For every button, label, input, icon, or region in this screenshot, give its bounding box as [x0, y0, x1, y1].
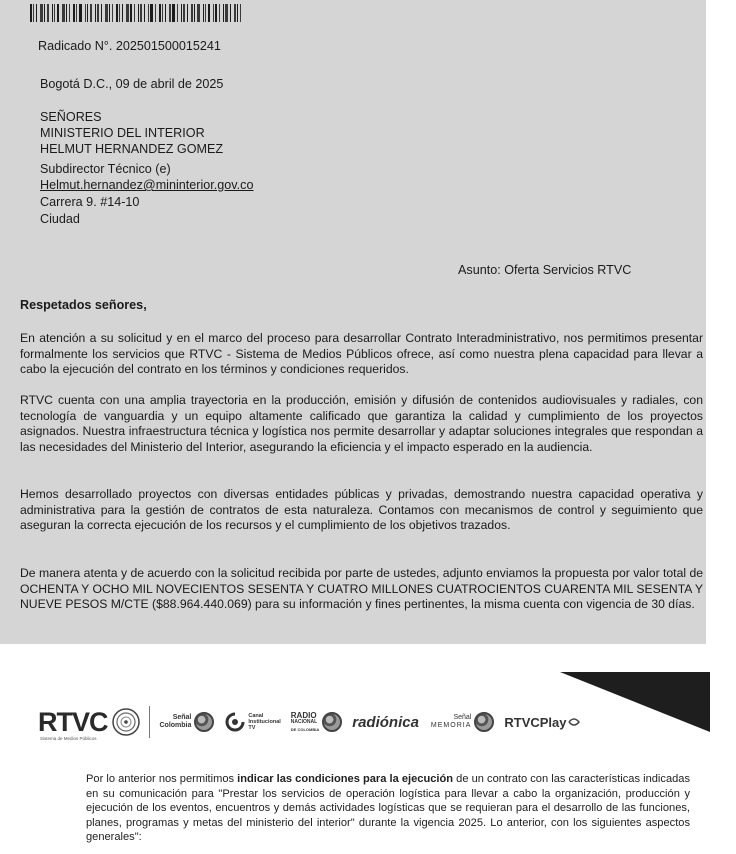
barcode-bar — [181, 4, 182, 22]
barcode-bar — [47, 4, 49, 22]
barcode-bar — [177, 4, 178, 22]
radionica-logo: radiónica — [352, 713, 419, 731]
barcode-bar — [97, 4, 99, 22]
radio-nacional-text-3: DE COLOMBIA — [290, 726, 320, 732]
barcode-bar — [187, 4, 188, 22]
barcode-bar — [215, 4, 217, 22]
barcode-bar — [140, 4, 142, 22]
recipient-city: Ciudad — [40, 212, 80, 226]
page2-paragraph-bold: indicar las condiciones para la ejecución — [237, 773, 454, 785]
body-paragraph-1: En atención a su solicitud y en el marco del proceso para desarrollar Contrato Interadministrativo, nos permitimos presentar formalmente los servicios que RTVC - Sistema de Medios Públicos ofrece, así como nuestra plena capacidad para llevar a cabo la ejecución del contrato en los términos y condiciones requeridos. — [20, 331, 703, 377]
rtvc-logo-subtitle: Sistema de Medios Públicos — [40, 736, 97, 741]
rtvc-logo — [38, 707, 141, 741]
page2-paragraph-end: de un contrato con las características indicadas en su comunicación para "Prestar los servicios de operación logística para llevar a cabo la organización, producción y ejecución de los eventos, encuentros y demás actividades logísticas que se requieran para el desarrollo de las funciones, planes, programas y metas del ministerio del interior" durante la vigencia 2025. Lo anterior, con los siguientes aspectos generales": — [86, 773, 690, 844]
barcode-bar — [69, 4, 70, 22]
senal-colombia-logo — [160, 712, 215, 732]
senal-colombia-text-1: Señal — [172, 714, 192, 721]
page-margin — [706, 0, 736, 644]
recipient-line3: HELMUT HERNANDEZ GOMEZ — [40, 142, 224, 156]
barcode-bar — [138, 4, 139, 22]
senal-memoria-icon — [474, 712, 494, 732]
barcode-bar — [119, 4, 120, 22]
institutional-logo-bar — [38, 702, 591, 742]
barcode-bar — [223, 4, 224, 22]
canal-institucional-text-3: TV — [248, 725, 256, 731]
barcode-bar — [73, 4, 75, 22]
barcode-bar — [183, 4, 185, 22]
barcode-bar — [203, 4, 204, 22]
barcode-bar — [105, 4, 108, 22]
barcode-bar — [159, 4, 161, 22]
canal-institucional-text-1: Canal — [248, 713, 264, 719]
page2-paragraph — [86, 772, 690, 845]
senal-memoria-logo — [431, 712, 494, 732]
barcode-bar — [148, 4, 149, 22]
subject-line: Asunto: Oferta Servicios RTVC — [458, 263, 632, 277]
radio-nacional-icon — [322, 712, 342, 732]
barcode-bar — [126, 4, 129, 22]
barcode-bar — [52, 4, 53, 22]
rtvc-spiral-icon — [111, 707, 141, 737]
barcode-bar — [112, 4, 113, 22]
barcode-bar — [150, 4, 153, 22]
body-paragraph-4: De manera atenta y de acuerdo con la solicitud recibida por parte de ustedes, adjunto enviamos la propuesta por valor total de OCHENTA Y OCHO MIL NOVECIENTOS SESENTA Y CUATRO MILLONES CUATROCIENTOS CUARENTA MIL SESENTA Y NUEVE PESOS M/CTE ($88.964.440.069) para su información y fines pertinentes, la misma cuenta con vigencia de 30 días. — [20, 566, 703, 612]
barcode-bar — [237, 4, 238, 22]
salutation: Respetados señores, — [20, 298, 147, 312]
barcode-bar — [213, 4, 214, 22]
barcode-bar — [44, 4, 45, 22]
barcode-bar — [144, 4, 145, 22]
barcode-bar — [116, 4, 118, 22]
page2-paragraph-start: Por lo anterior nos permitimos — [86, 773, 238, 785]
barcode-bar — [205, 4, 206, 22]
barcode-bar — [219, 4, 220, 22]
rtvc-logo-text: RTVC — [38, 707, 108, 737]
barcode-bar — [122, 4, 123, 22]
rtvc-play-icon — [567, 716, 581, 728]
recipient-line2: MINISTERIO DEL INTERIOR — [40, 126, 205, 140]
barcode-bar — [194, 4, 195, 22]
barcode-bar — [76, 4, 77, 22]
logo-divider — [149, 706, 150, 738]
barcode-bar — [54, 4, 55, 22]
recipient-email: Helmut.hernandez@mininterior.gov.co — [40, 178, 254, 192]
barcode — [30, 4, 278, 22]
radicado-number: Radicado N°. 202501500015241 — [38, 39, 221, 53]
barcode-bar — [30, 4, 32, 22]
barcode-bar — [40, 4, 43, 22]
barcode-bar — [33, 4, 34, 22]
barcode-bar — [225, 4, 228, 22]
barcode-bar — [162, 4, 163, 22]
radio-nacional-text-2: NACIONAL — [290, 718, 318, 725]
barcode-bar — [87, 4, 88, 22]
barcode-bar — [240, 4, 241, 22]
barcode-bar — [165, 4, 166, 22]
body-paragraph-2: RTVC cuenta con una amplia trayectoria en la producción, emisión y difusión de contenidos audiovisuales y radiales, con tecnología de vanguardia y un equipo altamente calificado que garantiza la calidad y cumplimiento de los proyectos asignados. Nuestra infraestructura técnica y logística nos permite desarrollar y adaptar soluciones integrales que respondan a las necesidades del Ministerio del Interior, asegurando la eficiencia y el impacto esperado en la audiencia. — [20, 393, 703, 454]
radio-nacional-text-1: RADIO — [290, 710, 317, 720]
barcode-bar — [36, 4, 37, 22]
scanned-letter-page-2 — [0, 644, 736, 854]
barcode-bar — [169, 4, 171, 22]
barcode-bar — [90, 4, 92, 22]
senal-colombia-icon — [194, 712, 214, 732]
barcode-bar — [62, 4, 65, 22]
rtvc-play-text: RTVCPlay — [504, 714, 567, 730]
barcode-bar — [79, 4, 82, 22]
canal-institucional-icon — [224, 712, 246, 732]
barcode-bar — [101, 4, 102, 22]
recipient-line1: SEÑORES — [40, 110, 102, 124]
barcode-bar — [109, 4, 110, 22]
rtvc-play-logo — [504, 715, 580, 730]
barcode-bar — [197, 4, 200, 22]
barcode-bar — [130, 4, 132, 22]
body-paragraph-3: Hemos desarrollado proyectos con diversas entidades públicas y privadas, demostrando nuestra capacidad operativa y administrativa para la gestión de contratos de esta naturaleza. Contamos con mecanismos de control y seguimiento que aseguran la correcta ejecución de los recursos y el cumplimiento de los objetivos trazados. — [20, 487, 703, 533]
barcode-bar — [172, 4, 175, 22]
barcode-bar — [134, 4, 135, 22]
senal-memoria-text-2: MEMORIA — [430, 722, 472, 729]
barcode-bar — [234, 4, 236, 22]
barcode-bar — [57, 4, 59, 22]
recipient-line4: Subdirector Técnico (e) — [40, 162, 171, 176]
barcode-bar — [208, 4, 210, 22]
barcode-bar — [95, 4, 96, 22]
barcode-bar — [85, 4, 86, 22]
canal-institucional-logo — [224, 712, 280, 732]
canal-institucional-text-2: Institucional — [248, 719, 281, 725]
senal-colombia-text-2: Colombia — [159, 722, 192, 729]
place-date: Bogotá D.C., 09 de abril de 2025 — [40, 77, 224, 91]
barcode-bar — [191, 4, 193, 22]
barcode-bar — [155, 4, 156, 22]
senal-memoria-text-1: Señal — [453, 714, 472, 721]
barcode-bar — [230, 4, 231, 22]
recipient-address: Carrera 9. #14-10 — [40, 195, 140, 209]
barcode-bar — [66, 4, 67, 22]
radio-nacional-logo — [291, 712, 342, 733]
